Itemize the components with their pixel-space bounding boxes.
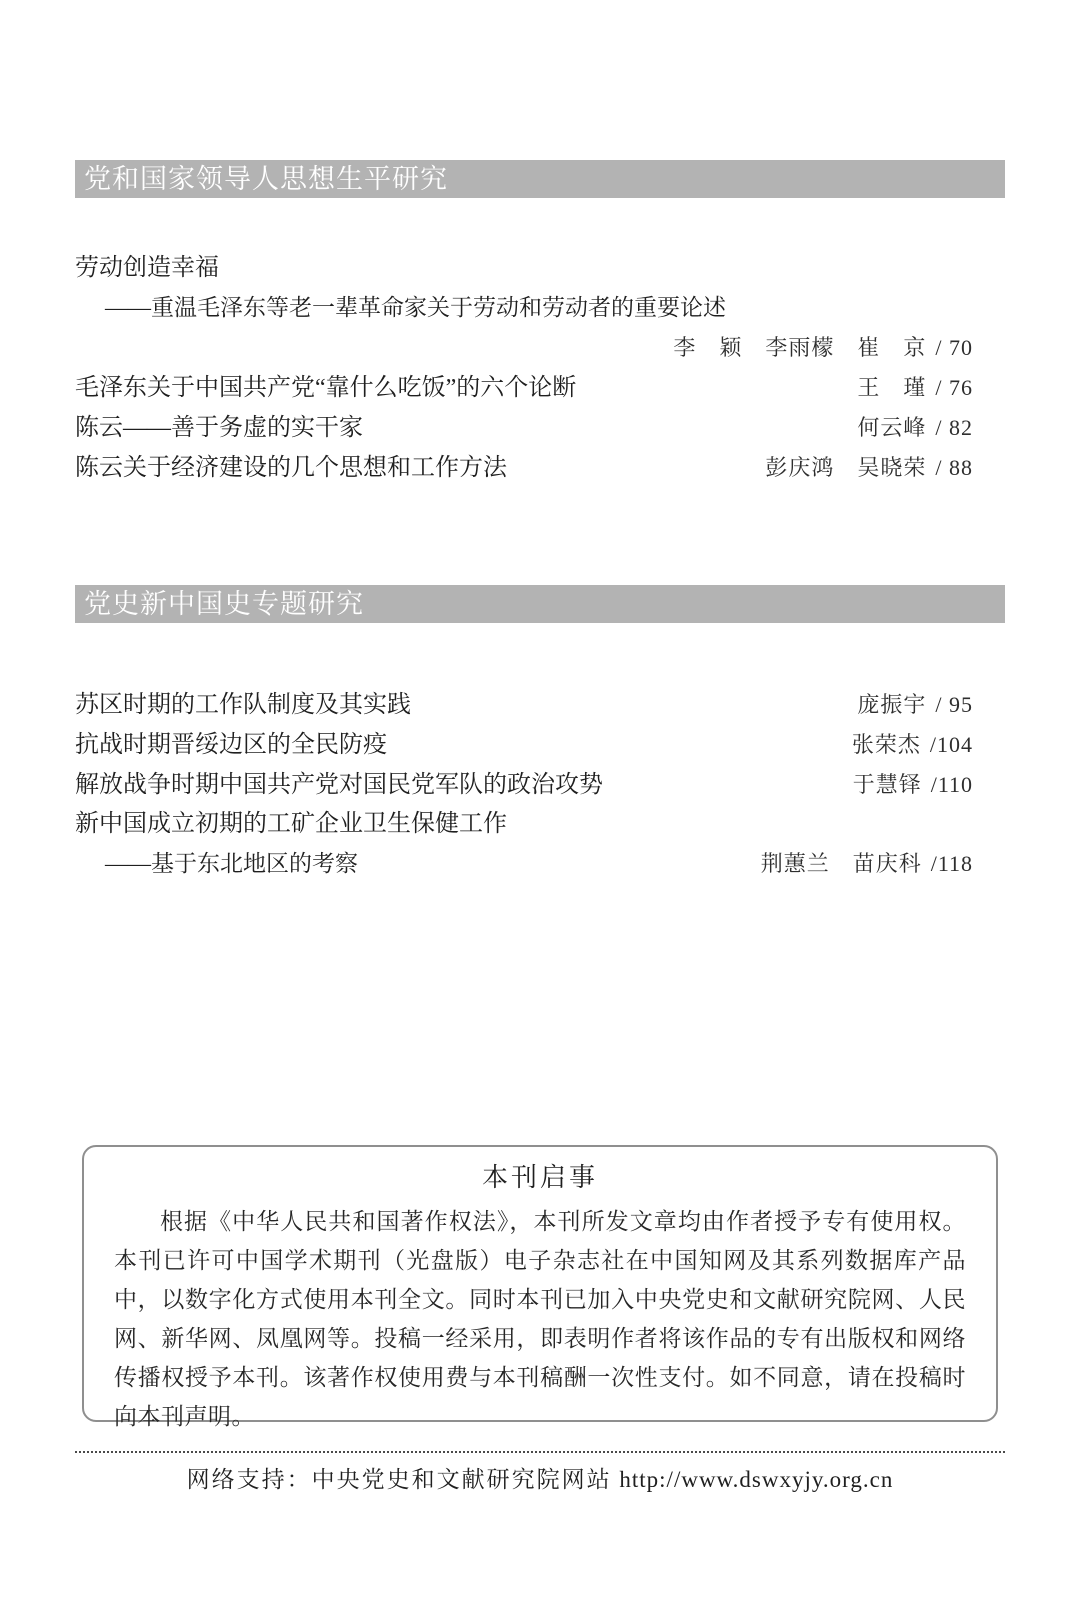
article-authors: 庞振宇 [857, 692, 927, 717]
toc-entry [75, 725, 1005, 765]
byline [857, 685, 973, 724]
section-2-article-list [75, 685, 1005, 883]
article-title: 陈云关于经济建设的几个思想和工作方法 [75, 455, 507, 481]
toc-entry [75, 408, 1005, 448]
section-banner-leaders-thought-research: 党和国家领导人思想生平研究 [75, 160, 1005, 198]
notice-box [82, 1145, 998, 1429]
byline [761, 844, 973, 883]
article-page-number: / 70 [935, 335, 973, 360]
toc-entry [75, 765, 1005, 805]
article-title: 苏区时期的工作队制度及其实践 [75, 692, 411, 718]
article-subtitle: ——重温毛泽东等老一辈革命家关于劳动和劳动者的重要论述 [105, 295, 726, 320]
byline [852, 725, 973, 764]
article-title: 陈云——善于务虚的实干家 [75, 415, 363, 441]
article-subtitle: ——基于东北地区的考察 [105, 851, 358, 876]
toc-entry-byline [75, 328, 1005, 368]
toc-entry-subtitle [75, 288, 1005, 328]
article-page-number: / 95 [935, 692, 973, 717]
byline [673, 335, 973, 360]
toc-entry [75, 805, 1005, 844]
toc-entry [75, 368, 1005, 408]
article-authors: 李 颖 李雨檬 崔 京 [673, 335, 927, 360]
notice-title: 本刊启事 [481, 1163, 598, 1192]
byline [857, 368, 973, 407]
article-authors: 张荣杰 [851, 732, 921, 757]
article-title: 毛泽东关于中国共产党“靠什么吃饭”的六个论断 [75, 375, 577, 401]
byline [857, 408, 973, 447]
article-page-number: / 76 [935, 375, 973, 400]
article-title: 劳动创造幸福 [75, 255, 219, 281]
byline [853, 765, 973, 804]
section-1-article-list [75, 249, 1005, 488]
dotted-divider [75, 1451, 1005, 1453]
byline [765, 448, 973, 487]
footer-support-text: 网络支持：中央党史和文献研究院网站 [186, 1467, 612, 1492]
article-authors: 荆蕙兰 苗庆科 [760, 851, 922, 876]
article-page-number: /118 [930, 851, 973, 876]
article-page-number: / 88 [935, 455, 973, 480]
article-title: 抗战时期晋绥边区的全民防疫 [75, 732, 387, 758]
article-authors: 彭庆鸿 吴晓荣 [765, 455, 927, 480]
notice-body: 根据《中华人民共和国著作权法》，本刊所发文章均由作者授予专有使用权。本刊已许可中国学术期刊（光盘版）电子杂志社在中国知网及其系列数据库产品中，以数字化方式使用本刊全文。同时本刊已加入中央党史和文献研究院网、人民网、新华网、凤凰网等。投稿一经采用，即表明作者将该作品的专有出版权和网络传播权授予本刊。该著作权使用费与本刊稿酬一次性支付。如不同意，请在投稿时向本刊声明。 [114, 1209, 966, 1429]
article-authors: 王 瑾 [857, 375, 927, 400]
toc-entry-subtitle [75, 844, 1005, 883]
section-banner-party-history-research: 党史新中国史专题研究 [75, 585, 1005, 623]
article-page-number: / 82 [935, 415, 973, 440]
toc-entry [75, 249, 1005, 288]
article-page-number: /110 [930, 772, 973, 797]
article-authors: 何云峰 [857, 415, 927, 440]
article-page-number: /104 [929, 732, 973, 757]
footer-url: http://www.dswxyjy.org.cn [619, 1467, 894, 1492]
article-authors: 于慧铎 [852, 772, 922, 797]
article-title: 新中国成立初期的工矿企业卫生保健工作 [75, 811, 507, 837]
article-title: 解放战争时期中国共产党对国民党军队的政治攻势 [75, 772, 603, 798]
toc-entry [75, 448, 1005, 488]
toc-entry [75, 685, 1005, 725]
footer-support-line [75, 1462, 1005, 1498]
